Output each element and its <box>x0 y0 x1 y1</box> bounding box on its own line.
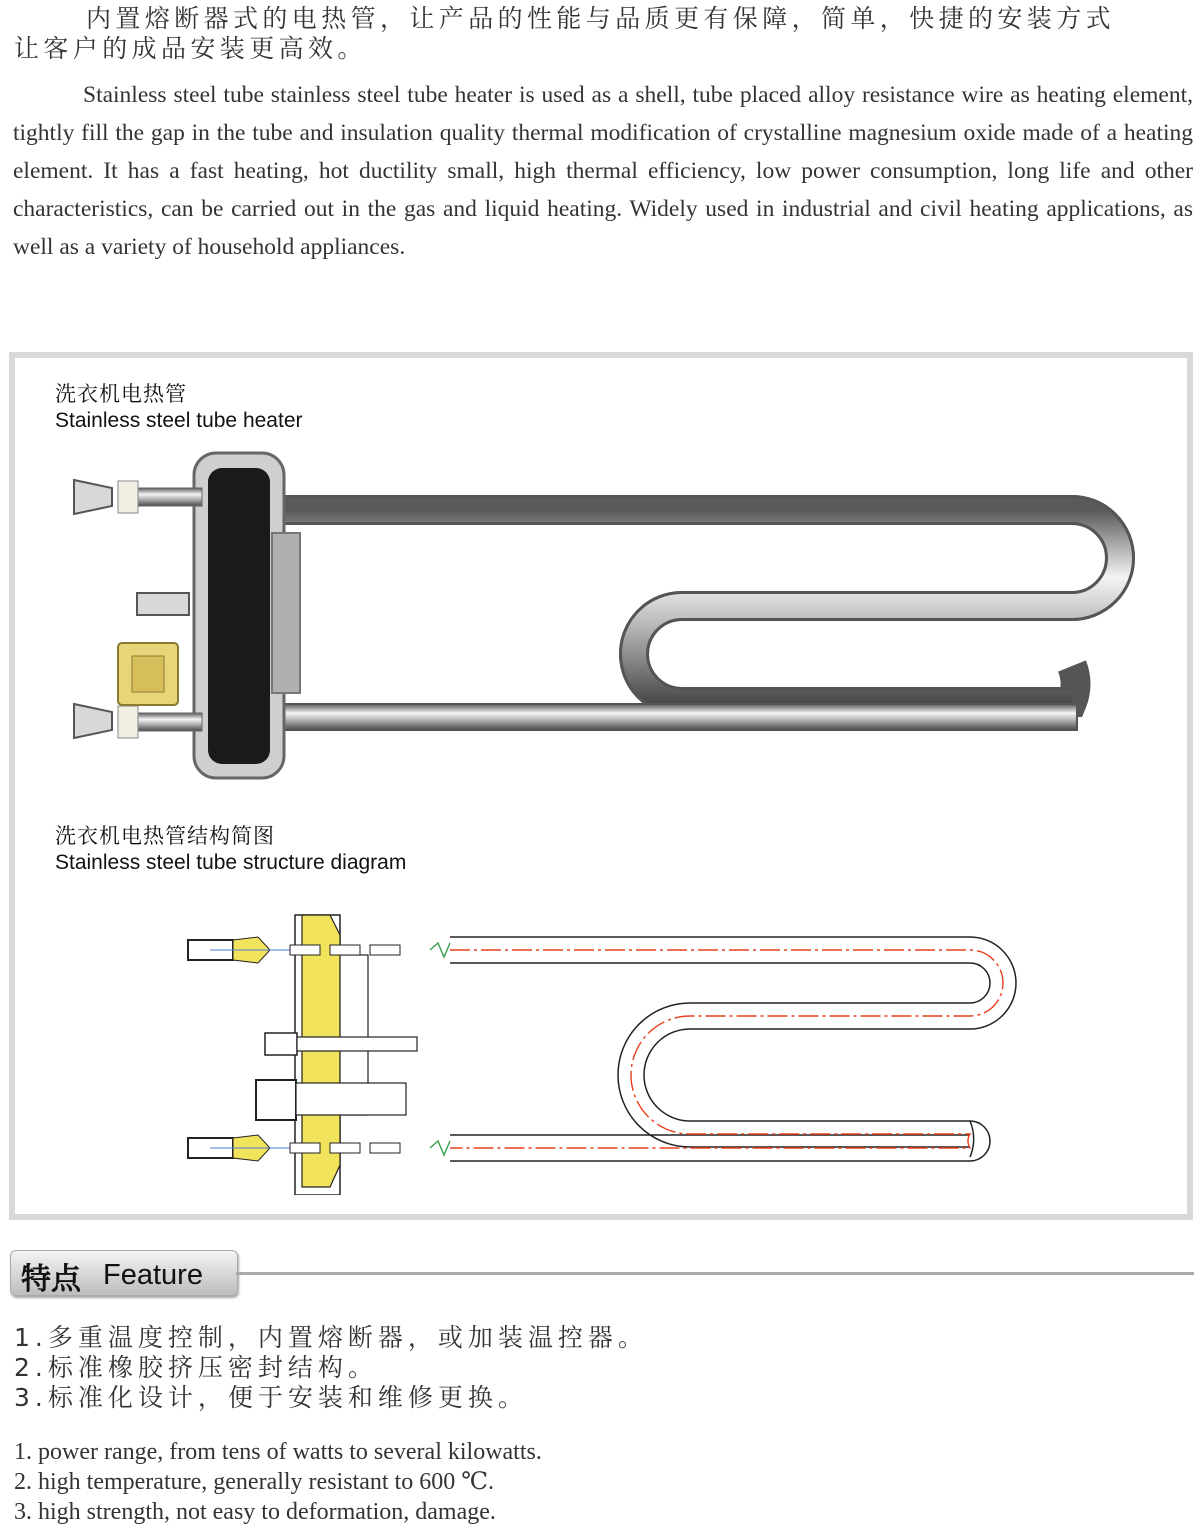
feature-heading <box>10 1250 1194 1300</box>
feature-list-en <box>14 1437 542 1527</box>
feature-item-zh: 1.多重温度控制，内置熔断器，或加装温控器。 <box>14 1323 648 1352</box>
feature-heading-en: Feature <box>103 1259 203 1291</box>
structure-diagram <box>180 905 1030 1195</box>
structure-title-zh: 洗衣机电热管结构简图 <box>55 824 275 848</box>
product-title <box>55 380 303 434</box>
intro-zh-line1: 内置熔断器式的电热管，让产品的性能与品质更有保障，简单，快捷的安装方式 <box>86 4 1116 33</box>
product-title-en: Stainless steel tube heater <box>55 409 303 432</box>
feature-heading-zh: 特点 <box>21 1262 81 1297</box>
feature-item-zh: 3.标准化设计，便于安装和维修更换。 <box>14 1383 528 1412</box>
intro-english <box>13 76 1193 266</box>
intro-en-text: Stainless steel tube stainless steel tube heater is used as a shell, tube placed alloy resistance wire as heating element, tightly fill the gap in the tube and insulation quality thermal modification of crystalline magnesium oxide made of a heating element. It has a fast heating, hot ductility small, high thermal efficiency, low power consumption, long life and other characteristics, can be carried out in the gas and liquid heating. Widely used in industrial and civil heating applications, as well as a variety of household appliances. <box>13 82 1193 260</box>
feature-item-en: 2. high temperature, generally resistant to 600 ℃. <box>14 1469 495 1495</box>
feature-item-zh: 2.标准橡胶挤压密封结构。 <box>14 1353 378 1382</box>
feature-item-en: 3. high strength, not easy to deformation, damage. <box>14 1499 496 1525</box>
product-title-zh: 洗衣机电热管 <box>55 382 187 406</box>
structure-title <box>55 822 406 876</box>
feature-item-en: 1. power range, from tens of watts to several kilowatts. <box>14 1439 542 1465</box>
heater-photo <box>62 448 1142 788</box>
feature-divider <box>236 1272 1194 1275</box>
structure-title-en: Stainless steel tube structure diagram <box>55 851 407 874</box>
feature-list-zh <box>14 1323 648 1413</box>
feature-tab <box>10 1250 238 1296</box>
intro-zh-line2: 让客户的成品安装更高效。 <box>14 34 367 63</box>
intro-chinese <box>14 4 1194 64</box>
